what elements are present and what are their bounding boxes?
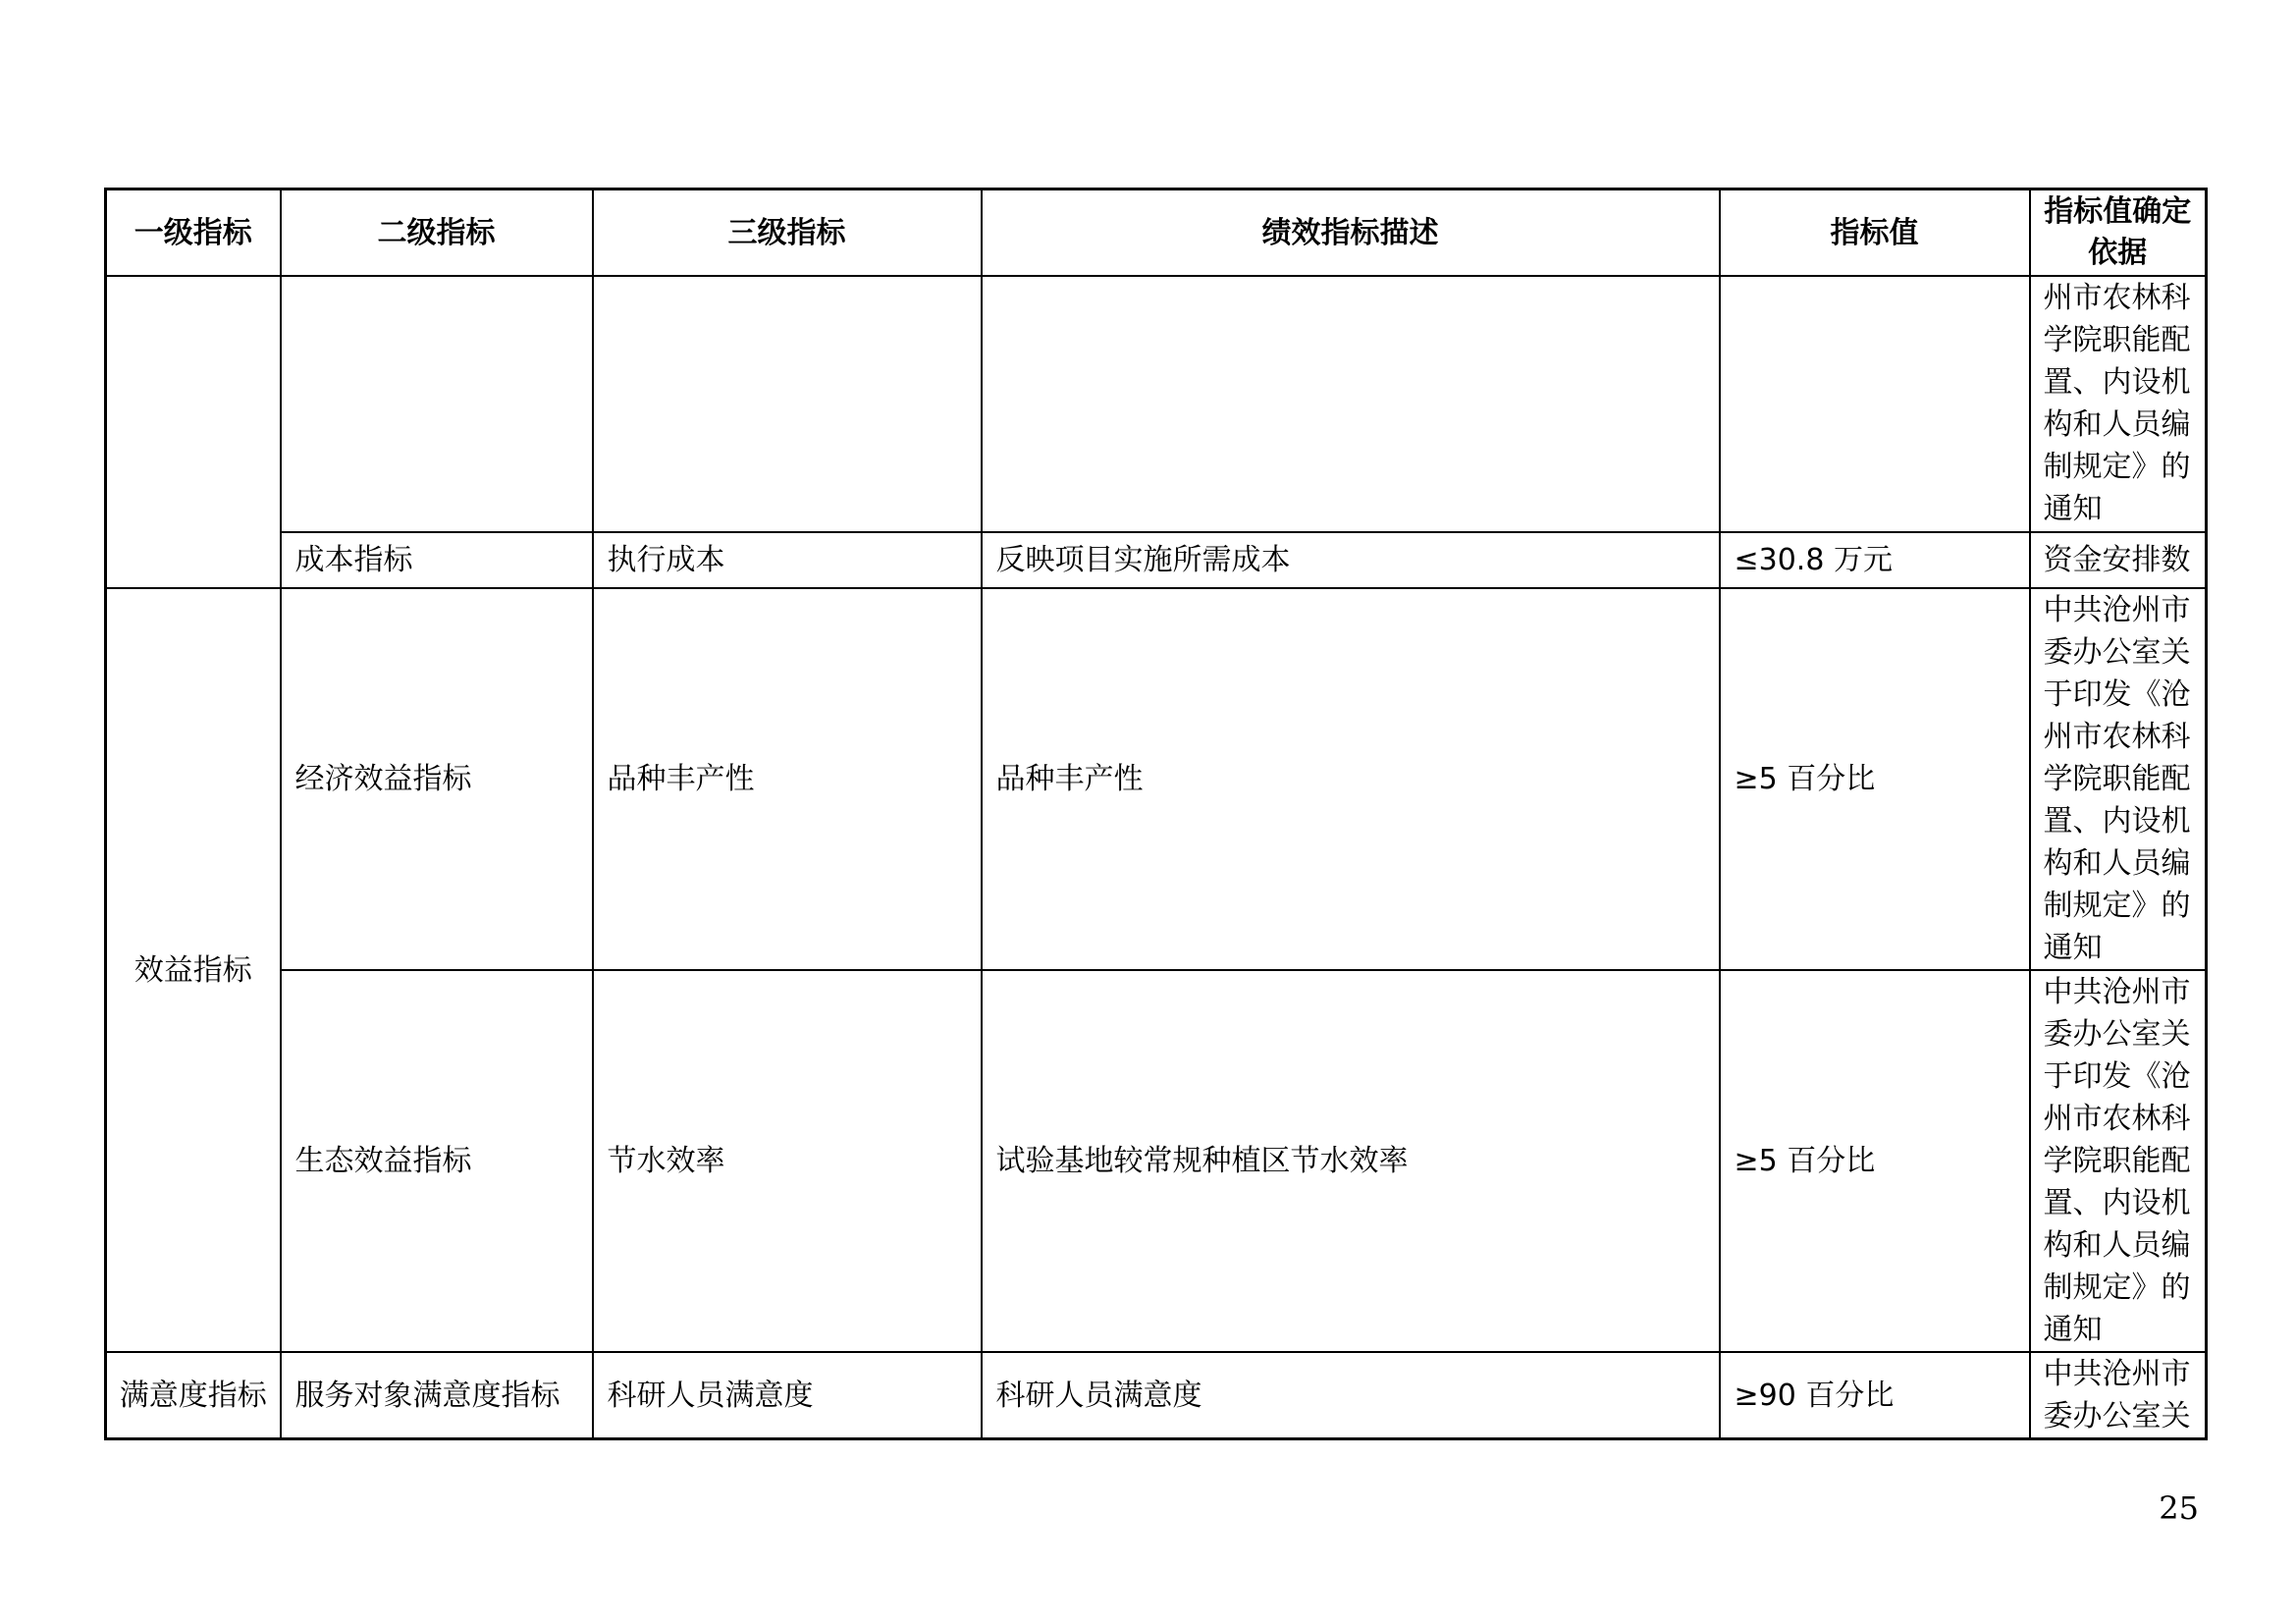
- header-level1: 一级指标: [106, 189, 281, 277]
- cell-value-satisfaction: ≥90 百分比: [1720, 1352, 2030, 1439]
- cell-empty: [982, 276, 1720, 532]
- cell-value-ecological: ≥5 百分比: [1720, 970, 2030, 1352]
- cell-level2-cost: 成本指标: [281, 532, 593, 588]
- table-header-row: [106, 189, 2207, 277]
- cell-empty: [281, 276, 593, 532]
- cell-value-economic: ≥5 百分比: [1720, 588, 2030, 970]
- header-description: 绩效指标描述: [982, 189, 1720, 277]
- header-basis: 指标值确定依据: [2030, 189, 2207, 277]
- table-row-satisfaction: [106, 1352, 2207, 1439]
- cell-basis-cost: 资金安排数: [2030, 532, 2207, 588]
- cell-description-satisfaction: 科研人员满意度: [982, 1352, 1720, 1439]
- cell-basis-ecological: 中共沧州市委办公室关于印发《沧州市农林科学院职能配置、内设机构和人员编制规定》的通知: [2030, 970, 2207, 1352]
- cell-level2-economic: 经济效益指标: [281, 588, 593, 970]
- indicator-table-container: [104, 188, 2205, 1440]
- cell-level3-economic: 品种丰产性: [593, 588, 982, 970]
- cell-description-ecological: 试验基地较常规种植区节水效率: [982, 970, 1720, 1352]
- cell-basis-economic: 中共沧州市委办公室关于印发《沧州市农林科学院职能配置、内设机构和人员编制规定》的通知: [2030, 588, 2207, 970]
- performance-indicator-table: [104, 188, 2208, 1440]
- cell-level1-satisfaction: 满意度指标: [106, 1352, 281, 1439]
- cell-level1-continued: [106, 276, 281, 588]
- header-value: 指标值: [1720, 189, 2030, 277]
- cell-empty: [1720, 276, 2030, 532]
- cell-value-cost: ≤30.8 万元: [1720, 532, 2030, 588]
- cell-basis-continued: 州市农林科学院职能配置、内设机构和人员编制规定》的通知: [2030, 276, 2207, 532]
- cell-level3-ecological: 节水效率: [593, 970, 982, 1352]
- cell-level2-satisfaction: 服务对象满意度指标: [281, 1352, 593, 1439]
- cell-basis-satisfaction: 中共沧州市委办公室关: [2030, 1352, 2207, 1439]
- header-level2: 二级指标: [281, 189, 593, 277]
- header-level3: 三级指标: [593, 189, 982, 277]
- cell-description-cost: 反映项目实施所需成本: [982, 532, 1720, 588]
- table-row-continued: [106, 276, 2207, 532]
- table-row-ecological: [106, 970, 2207, 1352]
- table-row-cost: [106, 532, 2207, 588]
- page-number: 25: [2159, 1489, 2199, 1527]
- cell-description-economic: 品种丰产性: [982, 588, 1720, 970]
- cell-level1-benefit: 效益指标: [106, 588, 281, 1352]
- cell-level3-cost: 执行成本: [593, 532, 982, 588]
- cell-level3-satisfaction: 科研人员满意度: [593, 1352, 982, 1439]
- table-row-economic: [106, 588, 2207, 970]
- cell-level2-ecological: 生态效益指标: [281, 970, 593, 1352]
- cell-empty: [593, 276, 982, 532]
